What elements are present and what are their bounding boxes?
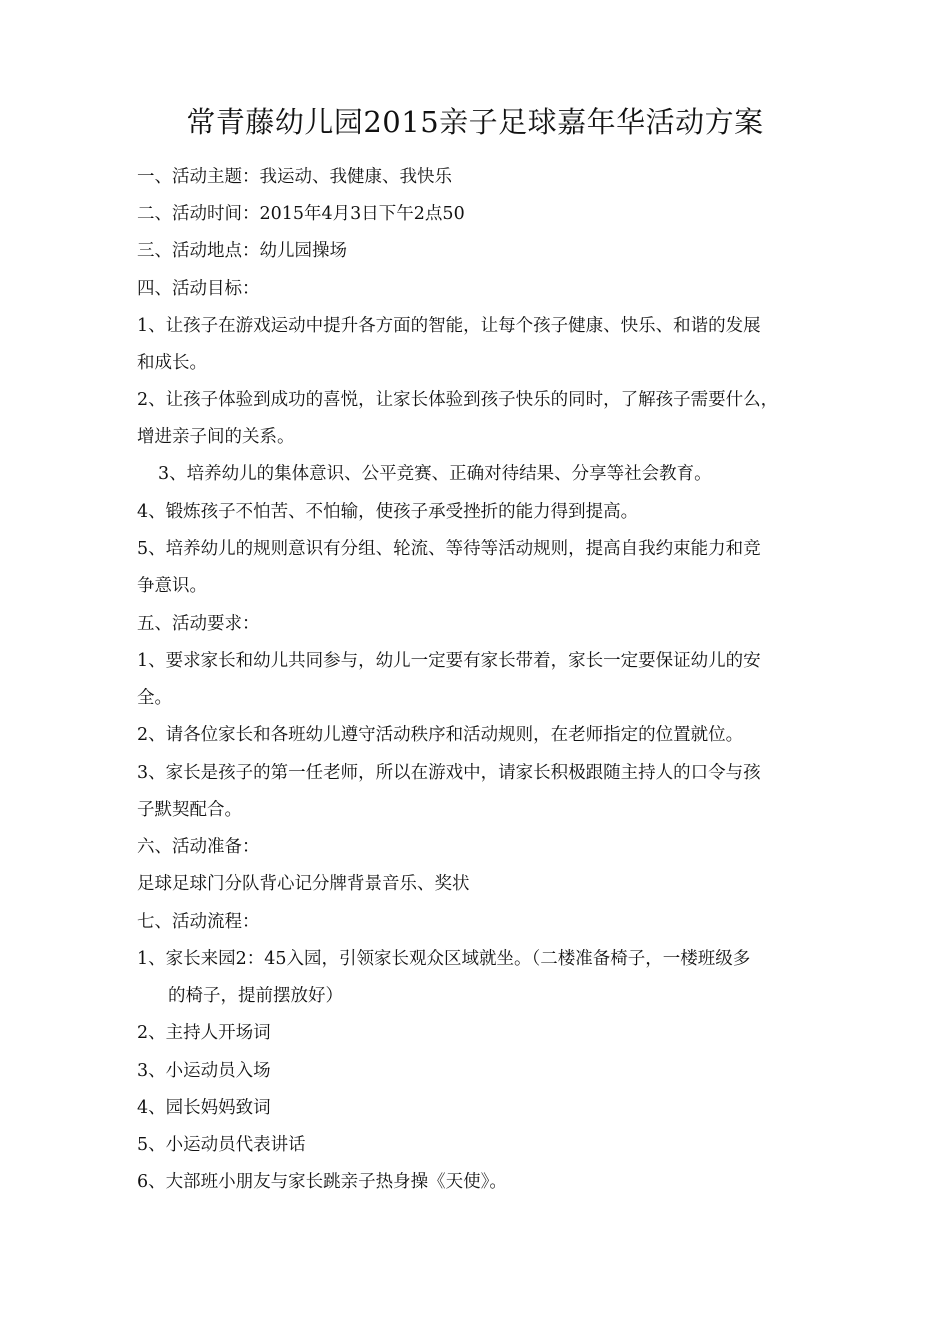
goal-5-continued: 争意识。 [137,576,207,596]
process-step-2: 2、主持人开场词 [137,1023,271,1043]
requirement-2: 2、请各位家长和各班幼儿遵守活动秩序和活动规则，在老师指定的位置就位。 [137,725,744,745]
section-time: 二、活动时间：2015年4月3日下午2点50 [137,204,465,224]
process-step-6: 6、大部班小朋友与家长跳亲子热身操《天使》。 [137,1172,507,1192]
section-location: 三、活动地点：幼儿园操场 [137,241,347,261]
process-step-3: 3、小运动员入场 [137,1061,271,1081]
goal-1: 1、让孩子在游戏运动中提升各方面的智能，让每个孩子健康、快乐、和谐的发展 [137,316,761,336]
requirement-1-continued: 全。 [137,688,172,708]
section-process-heading: 七、活动流程： [137,912,260,932]
section-goals-heading: 四、活动目标： [137,279,260,299]
goal-2: 2、让孩子体验到成功的喜悦，让家长体验到孩子快乐的同时，了解孩子需要什么， [137,390,779,410]
requirement-3-continued: 子默契配合。 [137,800,242,820]
section-preparation-heading: 六、活动准备： [137,837,260,857]
process-step-4: 4、园长妈妈致词 [137,1098,271,1118]
goal-1-continued: 和成长。 [137,353,207,373]
goal-4: 4、锻炼孩子不怕苦、不怕输，使孩子承受挫折的能力得到提高。 [137,502,639,522]
goal-3: 3、培养幼儿的集体意识、公平竞赛、正确对待结果、分享等社会教育。 [158,464,712,484]
process-step-1: 1、家长来园2：45入园，引领家长观众区域就坐。（二楼准备椅子，一楼班级多 [137,949,751,969]
section-requirements-heading: 五、活动要求： [137,614,260,634]
document-title: 常青藤幼儿园2015亲子足球嘉年华活动方案 [186,105,764,139]
requirement-3: 3、家长是孩子的第一任老师，所以在游戏中，请家长积极跟随主持人的口令与孩 [137,763,761,783]
preparation-items: 足球足球门分队背心记分牌背景音乐、奖状 [137,874,470,894]
goal-2-continued: 增进亲子间的关系。 [137,427,295,447]
section-theme: 一、活动主题：我运动、我健康、我快乐 [137,167,452,187]
process-step-5: 5、小运动员代表讲话 [137,1135,306,1155]
process-step-1-continued: 的椅子，提前摆放好） [168,986,343,1006]
requirement-1: 1、要求家长和幼儿共同参与，幼儿一定要有家长带着，家长一定要保证幼儿的安 [137,651,761,671]
goal-5: 5、培养幼儿的规则意识有分组、轮流、等待等活动规则，提高自我约束能力和竞 [137,539,761,559]
